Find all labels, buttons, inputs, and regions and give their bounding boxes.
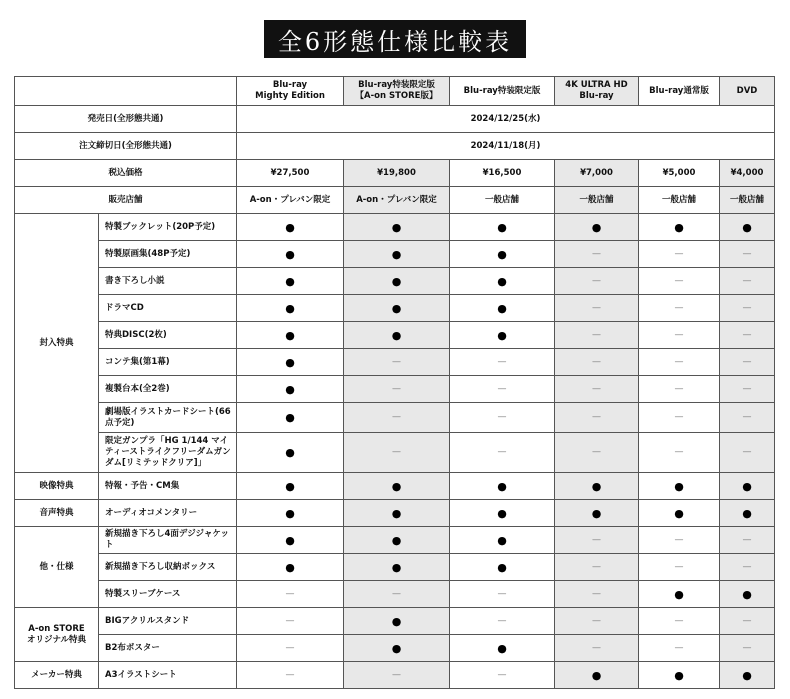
included-mark: ● (450, 268, 555, 295)
included-mark: ● (237, 376, 344, 403)
store-row-value: A-on・プレバン限定 (344, 187, 450, 214)
order-deadline-row-value: 2024/11/18(月) (237, 133, 775, 160)
comparison-table (14, 76, 775, 689)
included-mark: ● (237, 554, 344, 581)
included-mark: ● (639, 500, 720, 527)
not-included-mark: — (720, 241, 775, 268)
included-mark: ● (237, 295, 344, 322)
included-mark: ● (237, 500, 344, 527)
included-mark: ● (450, 500, 555, 527)
not-included-mark: — (555, 322, 639, 349)
not-included-mark: — (555, 433, 639, 473)
feature-label: ドラマCD (99, 295, 237, 322)
not-included-mark: — (555, 581, 639, 608)
group-label: 封入特典 (15, 214, 99, 473)
feature-row (15, 554, 775, 581)
included-mark: ● (237, 349, 344, 376)
included-mark: ● (344, 608, 450, 635)
included-mark: ● (555, 500, 639, 527)
feature-row (15, 473, 775, 500)
included-mark: ● (237, 241, 344, 268)
order-deadline-row (15, 133, 775, 160)
feature-label: 特製スリーブケース (99, 581, 237, 608)
not-included-mark: — (344, 662, 450, 689)
feature-label: A3イラストシート (99, 662, 237, 689)
group-label: メーカー特典 (15, 662, 99, 689)
not-included-mark: — (555, 241, 639, 268)
included-mark: ● (639, 473, 720, 500)
order-deadline-row-label: 注文締切日(全形態共通) (15, 133, 237, 160)
feature-row (15, 581, 775, 608)
feature-label: オーディオコメンタリー (99, 500, 237, 527)
not-included-mark: — (450, 581, 555, 608)
included-mark: ● (555, 662, 639, 689)
header-row (15, 77, 775, 106)
not-included-mark: — (639, 527, 720, 554)
not-included-mark: — (450, 662, 555, 689)
not-included-mark: — (344, 349, 450, 376)
not-included-mark: — (344, 581, 450, 608)
not-included-mark: — (344, 433, 450, 473)
included-mark: ● (344, 295, 450, 322)
not-included-mark: — (639, 241, 720, 268)
included-mark: ● (237, 403, 344, 433)
included-mark: ● (720, 581, 775, 608)
included-mark: ● (450, 214, 555, 241)
included-mark: ● (237, 214, 344, 241)
included-mark: ● (344, 322, 450, 349)
included-mark: ● (237, 268, 344, 295)
release-date-row-value: 2024/12/25(水) (237, 106, 775, 133)
not-included-mark: — (720, 554, 775, 581)
not-included-mark: — (450, 376, 555, 403)
not-included-mark: — (555, 295, 639, 322)
included-mark: ● (344, 473, 450, 500)
feature-label: 特製原画集(48P予定) (99, 241, 237, 268)
comparison-table-container (14, 76, 774, 690)
not-included-mark: — (555, 268, 639, 295)
included-mark: ● (237, 433, 344, 473)
not-included-mark: — (720, 349, 775, 376)
included-mark: ● (237, 473, 344, 500)
included-mark: ● (450, 295, 555, 322)
included-mark: ● (720, 662, 775, 689)
included-mark: ● (344, 241, 450, 268)
not-included-mark: — (639, 433, 720, 473)
included-mark: ● (344, 527, 450, 554)
included-mark: ● (450, 322, 555, 349)
feature-row (15, 349, 775, 376)
not-included-mark: — (720, 635, 775, 662)
included-mark: ● (450, 635, 555, 662)
not-included-mark: — (555, 349, 639, 376)
feature-row (15, 214, 775, 241)
feature-label: 特報・予告・CM集 (99, 473, 237, 500)
included-mark: ● (237, 527, 344, 554)
not-included-mark: — (450, 403, 555, 433)
not-included-mark: — (639, 349, 720, 376)
not-included-mark: — (639, 403, 720, 433)
not-included-mark: — (344, 403, 450, 433)
included-mark: ● (450, 241, 555, 268)
included-mark: ● (450, 527, 555, 554)
feature-label: 複製台本(全2巻) (99, 376, 237, 403)
not-included-mark: — (720, 295, 775, 322)
header-corner (15, 77, 237, 106)
feature-row (15, 322, 775, 349)
not-included-mark: — (555, 376, 639, 403)
included-mark: ● (344, 214, 450, 241)
not-included-mark: — (720, 322, 775, 349)
not-included-mark: — (555, 554, 639, 581)
feature-row (15, 527, 775, 554)
included-mark: ● (344, 268, 450, 295)
feature-label: BIGアクリルスタンド (99, 608, 237, 635)
column-header-3: 4K ULTRA HD Blu-ray (555, 77, 639, 106)
feature-label: 劇場版イラストカードシート(66点予定) (99, 403, 237, 433)
release-date-row (15, 106, 775, 133)
not-included-mark: — (450, 608, 555, 635)
feature-row (15, 241, 775, 268)
store-row-value: 一般店舗 (720, 187, 775, 214)
feature-row (15, 268, 775, 295)
price-row-value: ¥5,000 (639, 160, 720, 187)
not-included-mark: — (720, 527, 775, 554)
column-header-4: Blu-ray通常版 (639, 77, 720, 106)
included-mark: ● (450, 554, 555, 581)
group-label: A-on STORE オリジナル特典 (15, 608, 99, 662)
included-mark: ● (555, 473, 639, 500)
store-row-label: 販売店舗 (15, 187, 237, 214)
feature-label: 新規描き下ろし4面デジジャケット (99, 527, 237, 554)
feature-row (15, 433, 775, 473)
not-included-mark: — (639, 376, 720, 403)
included-mark: ● (720, 214, 775, 241)
feature-row (15, 500, 775, 527)
included-mark: ● (639, 581, 720, 608)
price-row-label: 税込価格 (15, 160, 237, 187)
not-included-mark: — (639, 554, 720, 581)
feature-row (15, 403, 775, 433)
not-included-mark: — (450, 349, 555, 376)
feature-label: 限定ガンプラ「HG 1/144 マイティーストライクフリーダムガンダム[リミテッドクリア]」 (99, 433, 237, 473)
page-title: 全6形態仕様比較表 (264, 20, 526, 58)
not-included-mark: — (639, 268, 720, 295)
store-row-value: 一般店舗 (450, 187, 555, 214)
not-included-mark: — (450, 433, 555, 473)
price-row-value: ¥4,000 (720, 160, 775, 187)
included-mark: ● (344, 554, 450, 581)
feature-row (15, 295, 775, 322)
feature-label: 特典DISC(2枚) (99, 322, 237, 349)
not-included-mark: — (237, 635, 344, 662)
group-label: 音声特典 (15, 500, 99, 527)
included-mark: ● (639, 662, 720, 689)
store-row-value: A-on・プレバン限定 (237, 187, 344, 214)
included-mark: ● (344, 635, 450, 662)
feature-label: 新規描き下ろし収納ボックス (99, 554, 237, 581)
price-row-value: ¥16,500 (450, 160, 555, 187)
column-header-0: Blu-ray Mighty Edition (237, 77, 344, 106)
release-date-row-label: 発売日(全形態共通) (15, 106, 237, 133)
not-included-mark: — (720, 376, 775, 403)
feature-row (15, 376, 775, 403)
not-included-mark: — (344, 376, 450, 403)
price-row (15, 160, 775, 187)
column-header-2: Blu-ray特装限定版 (450, 77, 555, 106)
feature-row (15, 662, 775, 689)
not-included-mark: — (720, 608, 775, 635)
included-mark: ● (720, 473, 775, 500)
group-label: 他・仕様 (15, 527, 99, 608)
price-row-value: ¥27,500 (237, 160, 344, 187)
not-included-mark: — (720, 403, 775, 433)
feature-row (15, 635, 775, 662)
included-mark: ● (450, 473, 555, 500)
store-row (15, 187, 775, 214)
group-label: 映像特典 (15, 473, 99, 500)
not-included-mark: — (639, 635, 720, 662)
feature-label: コンテ集(第1幕) (99, 349, 237, 376)
column-header-1: Blu-ray特装限定版 【A-on STORE版】 (344, 77, 450, 106)
not-included-mark: — (555, 608, 639, 635)
not-included-mark: — (237, 608, 344, 635)
feature-label: B2布ポスター (99, 635, 237, 662)
feature-label: 特製ブックレット(20P予定) (99, 214, 237, 241)
not-included-mark: — (237, 581, 344, 608)
not-included-mark: — (639, 295, 720, 322)
not-included-mark: — (639, 322, 720, 349)
store-row-value: 一般店舗 (555, 187, 639, 214)
not-included-mark: — (639, 608, 720, 635)
not-included-mark: — (237, 662, 344, 689)
feature-row (15, 608, 775, 635)
included-mark: ● (237, 322, 344, 349)
included-mark: ● (344, 500, 450, 527)
included-mark: ● (720, 500, 775, 527)
not-included-mark: — (555, 635, 639, 662)
not-included-mark: — (555, 403, 639, 433)
not-included-mark: — (555, 527, 639, 554)
not-included-mark: — (720, 433, 775, 473)
feature-label: 書き下ろし小説 (99, 268, 237, 295)
price-row-value: ¥19,800 (344, 160, 450, 187)
price-row-value: ¥7,000 (555, 160, 639, 187)
included-mark: ● (639, 214, 720, 241)
column-header-5: DVD (720, 77, 775, 106)
included-mark: ● (555, 214, 639, 241)
store-row-value: 一般店舗 (639, 187, 720, 214)
not-included-mark: — (720, 268, 775, 295)
